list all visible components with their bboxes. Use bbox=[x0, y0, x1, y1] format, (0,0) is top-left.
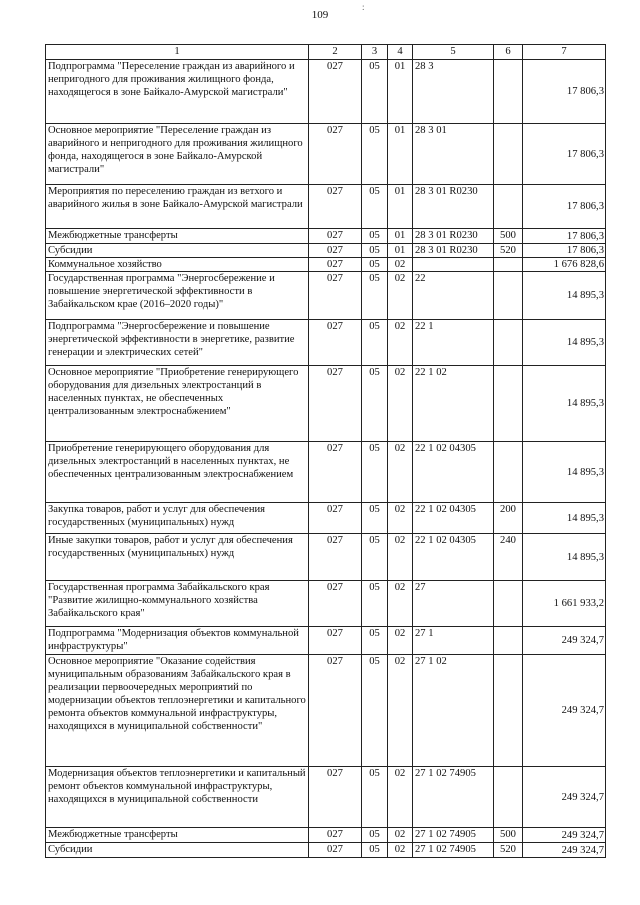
column-header: 2 bbox=[309, 45, 362, 60]
row-amount: 249 324,7 bbox=[523, 655, 606, 767]
table-row bbox=[46, 124, 606, 185]
row-amount: 17 806,3 bbox=[523, 60, 606, 124]
row-target-code bbox=[413, 258, 494, 272]
row-amount: 249 324,7 bbox=[523, 843, 606, 858]
row-section: 05 bbox=[362, 767, 388, 828]
column-header: 6 bbox=[494, 45, 523, 60]
row-subsection: 02 bbox=[388, 442, 413, 503]
table-row bbox=[46, 503, 606, 534]
row-subsection: 02 bbox=[388, 258, 413, 272]
row-target-code: 27 1 02 74905 bbox=[413, 843, 494, 858]
row-section: 05 bbox=[362, 503, 388, 534]
row-name: Коммунальное хозяйство bbox=[46, 258, 309, 272]
row-expense-type: 500 bbox=[494, 229, 523, 244]
table-row bbox=[46, 534, 606, 581]
row-grbs: 027 bbox=[309, 581, 362, 627]
row-expense-type bbox=[494, 581, 523, 627]
row-grbs: 027 bbox=[309, 655, 362, 767]
row-subsection: 02 bbox=[388, 366, 413, 442]
row-expense-type bbox=[494, 655, 523, 767]
table-header-row bbox=[46, 45, 606, 60]
row-section: 05 bbox=[362, 366, 388, 442]
row-grbs: 027 bbox=[309, 442, 362, 503]
row-subsection: 02 bbox=[388, 655, 413, 767]
row-name: Подпрограмма "Переселение граждан из аварийного и непригодного для проживания жилищного фонда, находящегося в зоне Байкало-Амурской магистрали" bbox=[46, 60, 309, 124]
row-section: 05 bbox=[362, 534, 388, 581]
row-name: Модернизация объектов теплоэнергетики и капитальный ремонт объектов коммунальной инфраструктуры, находящихся в муниципальной собственности bbox=[46, 767, 309, 828]
row-grbs: 027 bbox=[309, 534, 362, 581]
row-section: 05 bbox=[362, 258, 388, 272]
row-grbs: 027 bbox=[309, 828, 362, 843]
row-target-code: 22 1 02 bbox=[413, 366, 494, 442]
table-row bbox=[46, 320, 606, 366]
row-name: Приобретение генерирующего оборудования для дизельных электростанций в населенных пунктах, не обеспеченных централизованным электроснабжением bbox=[46, 442, 309, 503]
row-expense-type bbox=[494, 60, 523, 124]
row-name: Субсидии bbox=[46, 843, 309, 858]
row-grbs: 027 bbox=[309, 767, 362, 828]
row-grbs: 027 bbox=[309, 244, 362, 258]
row-expense-type bbox=[494, 185, 523, 229]
row-target-code: 28 3 01 R0230 bbox=[413, 229, 494, 244]
row-target-code: 28 3 bbox=[413, 60, 494, 124]
row-name: Иные закупки товаров, работ и услуг для обеспечения государственных (муниципальных) нужд bbox=[46, 534, 309, 581]
row-subsection: 01 bbox=[388, 244, 413, 258]
row-expense-type bbox=[494, 767, 523, 828]
row-name: Межбюджетные трансферты bbox=[46, 828, 309, 843]
row-section: 05 bbox=[362, 124, 388, 185]
row-amount: 14 895,3 bbox=[523, 503, 606, 534]
table-row bbox=[46, 767, 606, 828]
row-expense-type: 200 bbox=[494, 503, 523, 534]
row-name: Подпрограмма "Энергосбережение и повышение энергетической эффективности в энергетике, развитие генерации и электрических сетей" bbox=[46, 320, 309, 366]
row-target-code: 28 3 01 bbox=[413, 124, 494, 185]
row-amount: 17 806,3 bbox=[523, 244, 606, 258]
row-name: Основное мероприятие "Приобретение генерирующего оборудования для дизельных электростанций в населенных пунктах, не обеспеченных централизованным электроснабжением" bbox=[46, 366, 309, 442]
table-row bbox=[46, 272, 606, 320]
row-name: Государственная программа Забайкальского края "Развитие жилищно-коммунального хозяйства Забайкальского края" bbox=[46, 581, 309, 627]
row-grbs: 027 bbox=[309, 843, 362, 858]
column-header: 5 bbox=[413, 45, 494, 60]
column-header: 3 bbox=[362, 45, 388, 60]
row-target-code: 27 1 02 74905 bbox=[413, 767, 494, 828]
row-section: 05 bbox=[362, 185, 388, 229]
row-grbs: 027 bbox=[309, 320, 362, 366]
row-grbs: 027 bbox=[309, 503, 362, 534]
scan-mark: : bbox=[362, 2, 365, 12]
row-amount: 14 895,3 bbox=[523, 320, 606, 366]
row-subsection: 02 bbox=[388, 534, 413, 581]
table-row bbox=[46, 366, 606, 442]
row-subsection: 01 bbox=[388, 60, 413, 124]
column-header: 1 bbox=[46, 45, 309, 60]
row-subsection: 02 bbox=[388, 320, 413, 366]
row-target-code: 28 3 01 R0230 bbox=[413, 244, 494, 258]
row-target-code: 22 1 bbox=[413, 320, 494, 366]
row-amount: 249 324,7 bbox=[523, 828, 606, 843]
row-amount: 17 806,3 bbox=[523, 229, 606, 244]
row-target-code: 27 1 02 bbox=[413, 655, 494, 767]
row-subsection: 02 bbox=[388, 627, 413, 655]
row-section: 05 bbox=[362, 272, 388, 320]
row-name: Основное мероприятие "Переселение граждан из аварийного и непригодного для проживания жилищного фонда, находящегося в зоне Байкало-Амурской магистрали" bbox=[46, 124, 309, 185]
row-amount: 14 895,3 bbox=[523, 534, 606, 581]
row-expense-type: 520 bbox=[494, 843, 523, 858]
row-amount: 14 895,3 bbox=[523, 366, 606, 442]
row-section: 05 bbox=[362, 60, 388, 124]
column-header: 7 bbox=[523, 45, 606, 60]
row-amount: 1 661 933,2 bbox=[523, 581, 606, 627]
budget-table bbox=[45, 44, 606, 858]
row-section: 05 bbox=[362, 627, 388, 655]
row-expense-type: 240 bbox=[494, 534, 523, 581]
row-name: Основное мероприятие "Оказание содействия муниципальным образованиям Забайкальского края в реализации первоочередных мероприятий по модернизации объектов теплоэнергетики и капитального ремонта объектов коммунальной инфраструктуры, находящихся в муниципальной собственности" bbox=[46, 655, 309, 767]
row-amount: 249 324,7 bbox=[523, 627, 606, 655]
row-expense-type bbox=[494, 442, 523, 503]
table-row bbox=[46, 843, 606, 858]
row-subsection: 02 bbox=[388, 272, 413, 320]
row-expense-type bbox=[494, 320, 523, 366]
table-row bbox=[46, 442, 606, 503]
row-expense-type bbox=[494, 627, 523, 655]
row-name: Государственная программа "Энергосбережение и повышение энергетической эффективности в Забайкальском крае (2016–2020 годы)" bbox=[46, 272, 309, 320]
row-subsection: 02 bbox=[388, 503, 413, 534]
table-row bbox=[46, 627, 606, 655]
row-section: 05 bbox=[362, 843, 388, 858]
row-grbs: 027 bbox=[309, 124, 362, 185]
table-row bbox=[46, 828, 606, 843]
row-subsection: 01 bbox=[388, 124, 413, 185]
row-target-code: 22 bbox=[413, 272, 494, 320]
row-section: 05 bbox=[362, 320, 388, 366]
row-expense-type bbox=[494, 124, 523, 185]
row-subsection: 01 bbox=[388, 185, 413, 229]
row-amount: 17 806,3 bbox=[523, 124, 606, 185]
row-target-code: 22 1 02 04305 bbox=[413, 442, 494, 503]
row-target-code: 27 bbox=[413, 581, 494, 627]
page-number: 109 bbox=[311, 9, 329, 21]
row-section: 05 bbox=[362, 442, 388, 503]
row-amount: 1 676 828,6 bbox=[523, 258, 606, 272]
row-expense-type: 520 bbox=[494, 244, 523, 258]
row-section: 05 bbox=[362, 244, 388, 258]
table-row bbox=[46, 185, 606, 229]
row-target-code: 22 1 02 04305 bbox=[413, 503, 494, 534]
row-grbs: 027 bbox=[309, 272, 362, 320]
row-target-code: 22 1 02 04305 bbox=[413, 534, 494, 581]
table-row bbox=[46, 655, 606, 767]
row-amount: 17 806,3 bbox=[523, 185, 606, 229]
row-subsection: 02 bbox=[388, 843, 413, 858]
row-amount: 14 895,3 bbox=[523, 442, 606, 503]
row-subsection: 02 bbox=[388, 581, 413, 627]
table-row bbox=[46, 60, 606, 124]
column-header: 4 bbox=[388, 45, 413, 60]
row-grbs: 027 bbox=[309, 258, 362, 272]
row-grbs: 027 bbox=[309, 185, 362, 229]
row-expense-type bbox=[494, 272, 523, 320]
row-section: 05 bbox=[362, 828, 388, 843]
row-target-code: 28 3 01 R0230 bbox=[413, 185, 494, 229]
row-amount: 249 324,7 bbox=[523, 767, 606, 828]
row-name: Межбюджетные трансферты bbox=[46, 229, 309, 244]
row-target-code: 27 1 bbox=[413, 627, 494, 655]
row-name: Субсидии bbox=[46, 244, 309, 258]
row-amount: 14 895,3 bbox=[523, 272, 606, 320]
row-target-code: 27 1 02 74905 bbox=[413, 828, 494, 843]
row-grbs: 027 bbox=[309, 366, 362, 442]
row-grbs: 027 bbox=[309, 229, 362, 244]
row-subsection: 02 bbox=[388, 767, 413, 828]
row-expense-type bbox=[494, 258, 523, 272]
row-expense-type: 500 bbox=[494, 828, 523, 843]
row-subsection: 01 bbox=[388, 229, 413, 244]
row-subsection: 02 bbox=[388, 828, 413, 843]
row-section: 05 bbox=[362, 229, 388, 244]
row-name: Подпрограмма "Модернизация объектов коммунальной инфраструктуры" bbox=[46, 627, 309, 655]
row-grbs: 027 bbox=[309, 627, 362, 655]
row-grbs: 027 bbox=[309, 60, 362, 124]
row-section: 05 bbox=[362, 581, 388, 627]
table-row bbox=[46, 258, 606, 272]
table-row bbox=[46, 244, 606, 258]
row-name: Закупка товаров, работ и услуг для обеспечения государственных (муниципальных) нужд bbox=[46, 503, 309, 534]
row-section: 05 bbox=[362, 655, 388, 767]
row-expense-type bbox=[494, 366, 523, 442]
table-row bbox=[46, 229, 606, 244]
table-row bbox=[46, 581, 606, 627]
row-name: Мероприятия по переселению граждан из ветхого и аварийного жилья в зоне Байкало-Амурской магистрали bbox=[46, 185, 309, 229]
